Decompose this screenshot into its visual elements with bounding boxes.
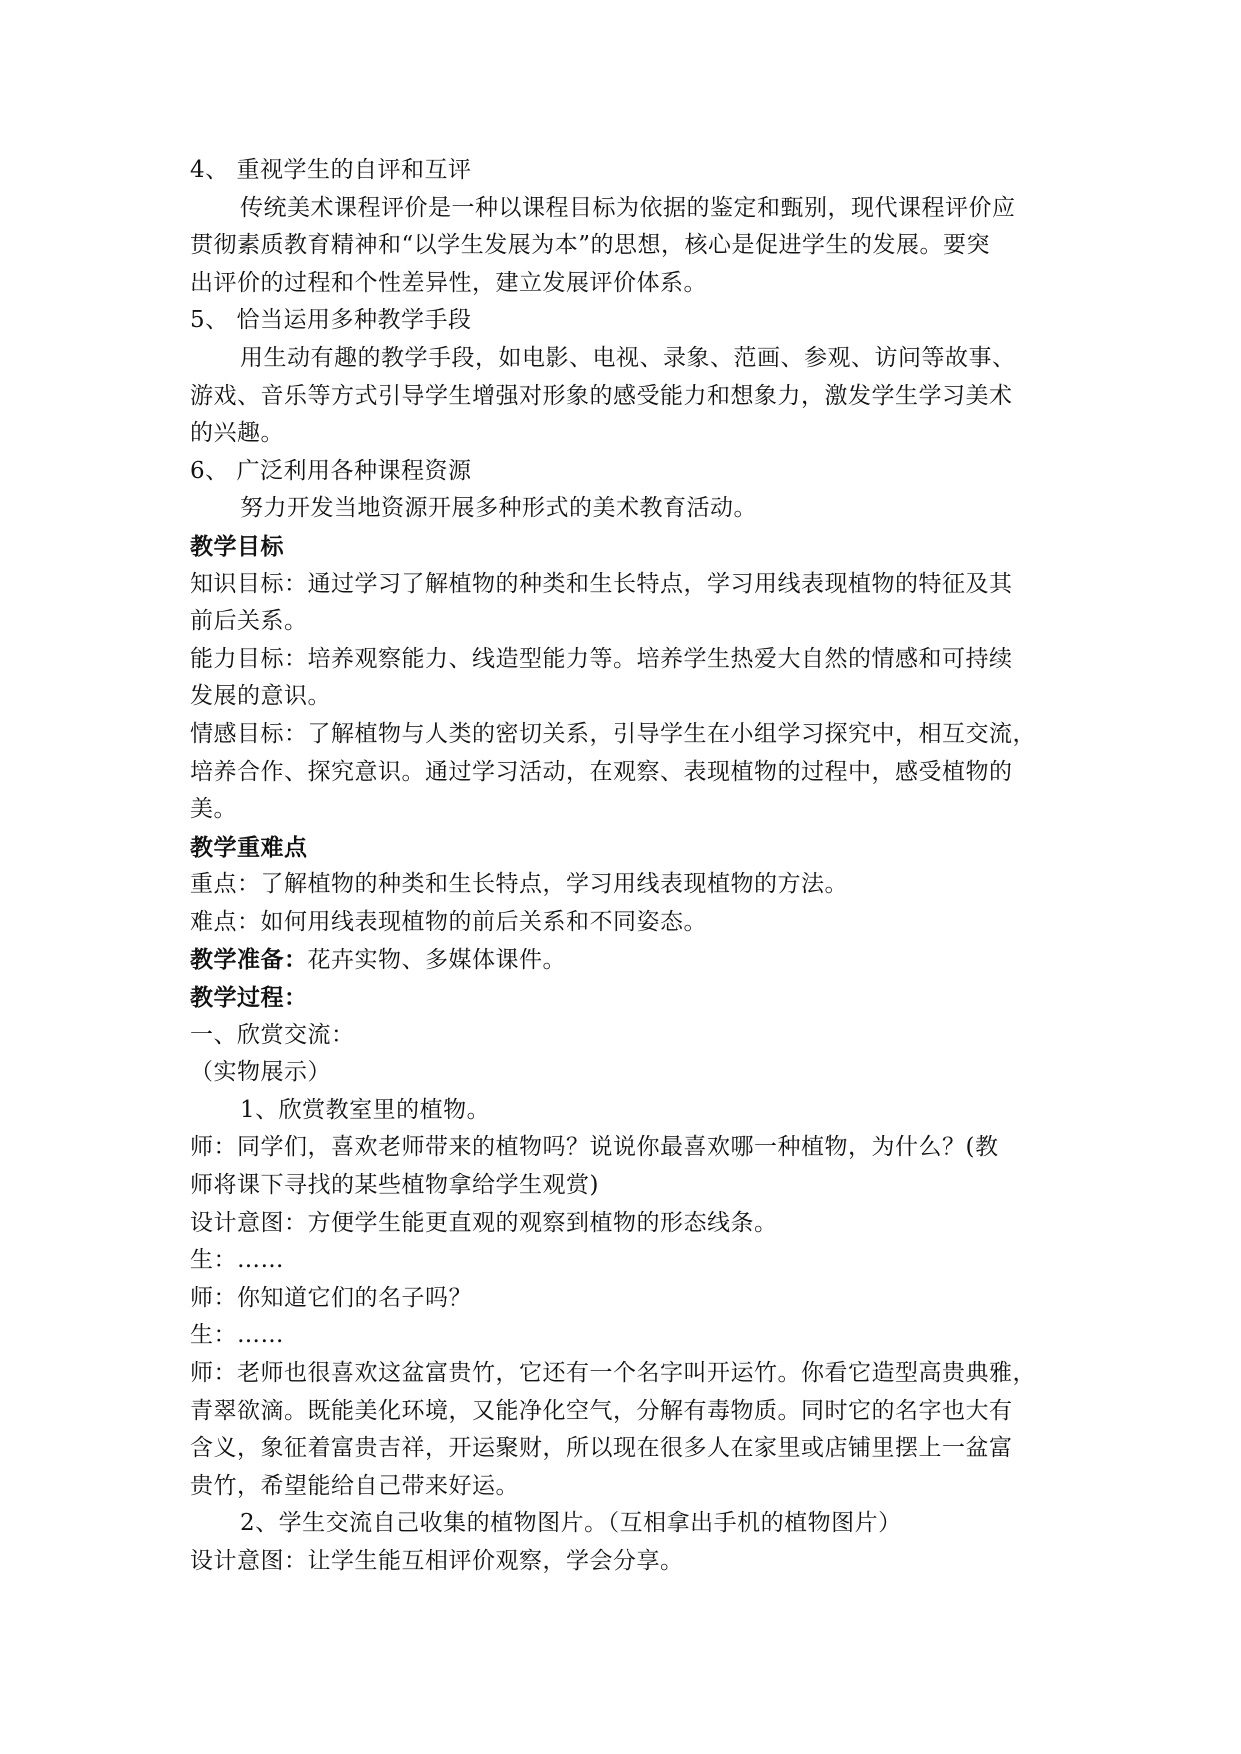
paragraph-line: 美。 — [190, 796, 237, 823]
paragraph-line: 发展的意识。 — [190, 683, 331, 710]
paragraph-line: 生：…… — [190, 1247, 284, 1274]
paragraph-line: 难点：如何用线表现植物的前后关系和不同姿态。 — [190, 908, 707, 935]
teaching-preparation-value: 花卉实物、多媒体课件。 — [307, 947, 566, 974]
paragraph-line: 知识目标：通过学习了解植物的种类和生长特点，学习用线表现植物的特征及其 — [190, 570, 1013, 597]
paragraph-line: 重点：了解植物的种类和生长特点，学习用线表现植物的方法。 — [190, 871, 848, 898]
document-page — [190, 152, 1056, 1581]
paragraph-line: 一、欣赏交流： — [190, 1021, 355, 1048]
paragraph-line: 1、欣赏教室里的植物。 — [240, 1096, 491, 1123]
teaching-preparation-line — [190, 941, 1056, 979]
numbered-heading-6: 6、 广泛利用各种课程资源 — [190, 457, 472, 484]
section-heading-key-points: 教学重难点 — [190, 833, 308, 861]
paragraph-line: 传统美术课程评价是一种以课程目标为依据的鉴定和甄别，现代课程评价应 — [240, 194, 1016, 221]
paragraph-line: 师将课下寻找的某些植物拿给学生观赏) — [190, 1172, 599, 1199]
numbered-heading-4: 4、 重视学生的自评和互评 — [190, 157, 472, 183]
paragraph-line: 用生动有趣的教学手段，如电影、电视、录象、范画、参观、访问等故事、 — [240, 344, 1016, 371]
paragraph-line: 设计意图：让学生能互相评价观察，学会分享。 — [190, 1547, 684, 1574]
paragraph-line: 设计意图：方便学生能更直观的观察到植物的形态线条。 — [190, 1209, 778, 1236]
paragraph-line: 努力开发当地资源开展多种形式的美术教育活动。 — [240, 495, 757, 522]
paragraph-line: 出评价的过程和个性差异性，建立发展评价体系。 — [190, 269, 707, 296]
paragraph-line: 能力目标：培养观察能力、线造型能力等。培养学生热爱大自然的情感和可持续 — [190, 645, 1013, 672]
teaching-preparation-label: 教学准备： — [190, 946, 308, 974]
paragraph-line: 的兴趣。 — [190, 420, 284, 447]
paragraph-line: 2、学生交流自己收集的植物图片。（互相拿出手机的植物图片） — [240, 1510, 902, 1537]
paragraph-line: 生：…… — [190, 1322, 284, 1349]
paragraph-line: 含义，象征着富贵吉祥，开运聚财，所以现在很多人在家里或店铺里摆上一盆富 — [190, 1435, 1013, 1462]
section-heading-teaching-process: 教学过程： — [190, 984, 308, 1012]
paragraph-line: 贯彻素质教育精神和“以学生发展为本”的思想，核心是促进学生的发展。要突 — [190, 232, 991, 259]
paragraph-line: 贵竹，希望能给自己带来好运。 — [190, 1472, 519, 1499]
section-heading-teaching-goals: 教学目标 — [190, 532, 284, 560]
paragraph-line: 师：同学们，喜欢老师带来的植物吗？说说你最喜欢哪一种植物，为什么？(教 — [190, 1134, 999, 1161]
paragraph-line: 师：老师也很喜欢这盆富贵竹，它还有一个名字叫开运竹。你看它造型高贵典雅， — [190, 1360, 1036, 1386]
paragraph-line: 前后关系。 — [190, 608, 308, 635]
paragraph-line: 师：你知道它们的名子吗？ — [190, 1284, 472, 1311]
paragraph-line: 游戏、音乐等方式引导学生增强对形象的感受能力和想象力，激发学生学习美术 — [190, 382, 1013, 409]
numbered-heading-5: 5、 恰当运用多种教学手段 — [190, 307, 472, 334]
paragraph-line: 培养合作、探究意识。通过学习活动，在观察、表现植物的过程中，感受植物的 — [190, 758, 1013, 785]
paragraph-line: 青翠欲滴。既能美化环境，又能净化空气，分解有毒物质。同时它的名字也大有 — [190, 1397, 1013, 1424]
paragraph-line: （实物展示） — [190, 1059, 331, 1086]
paragraph-line: 情感目标：了解植物与人类的密切关系，引导学生在小组学习探究中，相互交流， — [190, 720, 1036, 747]
